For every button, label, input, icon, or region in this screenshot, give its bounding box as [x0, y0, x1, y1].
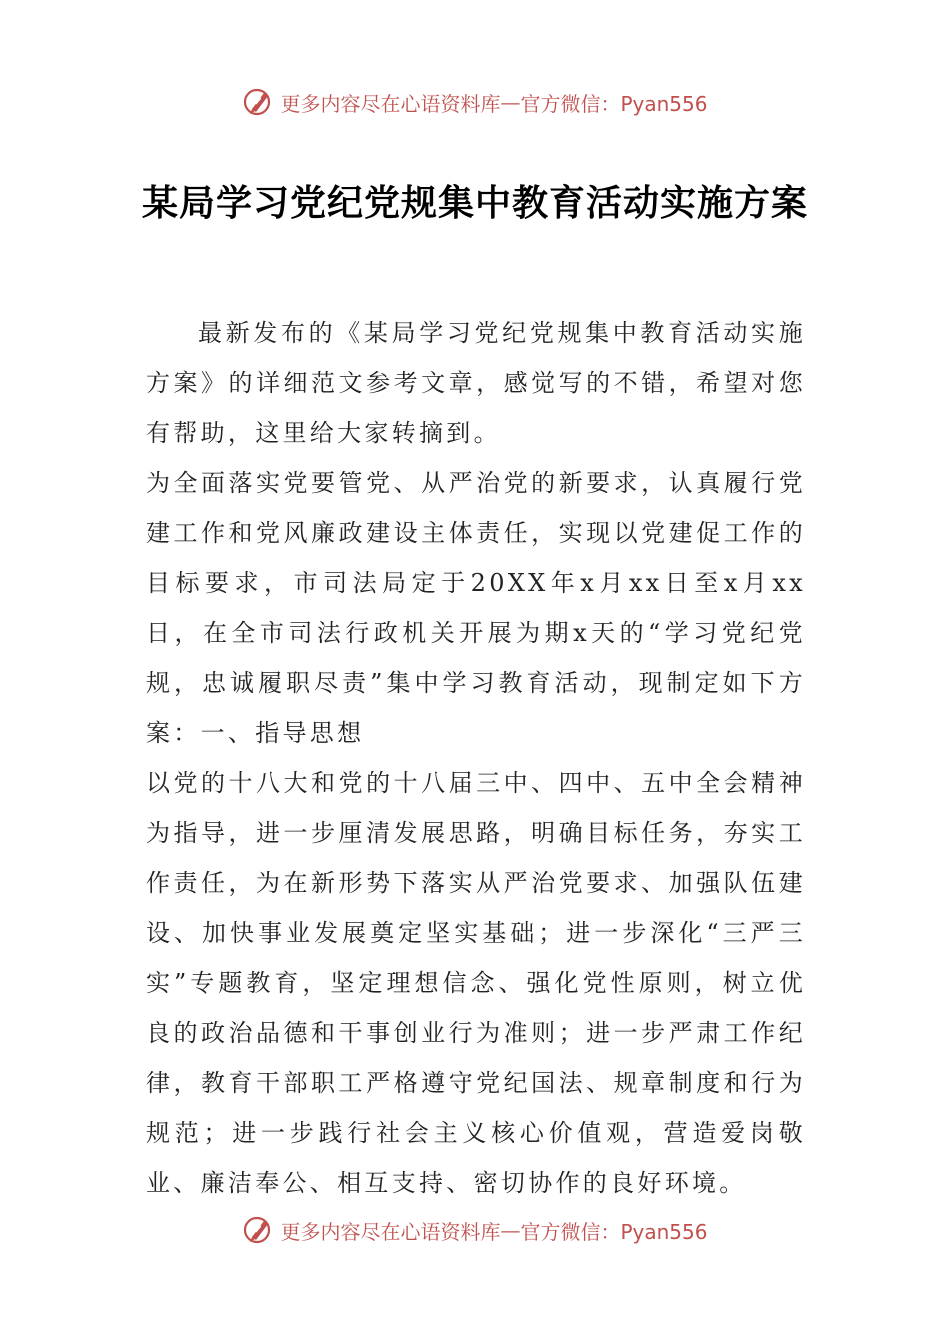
document-body — [146, 308, 806, 1208]
banner-site-text: 更多内容尽在心语资料库 — [280, 91, 501, 116]
document-title: 某局学习党纪党规集中教育活动实施方案 — [141, 182, 808, 224]
banner-site-text: 更多内容尽在心语资料库 — [280, 1219, 501, 1244]
footer-banner — [0, 1210, 950, 1250]
body-paragraph: 为全面落实党要管党、从严治党的新要求，认真履行党建工作和党风廉政建设主体责任，实现以党建促工作的目标要求，市司法局定于20XX年x月xx日至x月xx日，在全市司法行政机关开展为期x天的“学习党纪党规，忠诚履职尽责”集中学习教育活动，现制定如下方案：一、指导思想 — [146, 469, 806, 747]
header-banner — [0, 82, 950, 122]
pen-nib-logo-icon — [242, 85, 276, 119]
body-paragraph: 以党的十八大和党的十八届三中、四中、五中全会精神为指导，进一步厘清发展思路，明确目标任务，夯实工作责任，为在新形势下落实从严治党要求、加强队伍建设、加快事业发展奠定坚实基础；进一步深化“三严三实”专题教育，坚定理想信念、强化党性原则，树立优良的政治品德和干事创业行为准则；进一步严肃工作纪律，教育干部职工严格遵守党纪国法、规章制度和行为规范；进一步践行社会主义核心价值观，营造爱岗敬业、廉洁奉公、相互支持、密切协作的良好环境。 — [146, 769, 806, 1197]
banner-wechat-text: 官方微信：Pyan556 — [520, 1219, 708, 1244]
banner-separator: — — [500, 1218, 521, 1242]
banner-separator: — — [500, 90, 521, 114]
pen-nib-logo-icon — [242, 1213, 276, 1247]
banner-wechat-text: 官方微信：Pyan556 — [520, 91, 708, 116]
intro-paragraph: 最新发布的《某局学习党纪党规集中教育活动实施方案》的详细范文参考文章，感觉写的不错，希望对您有帮助，这里给大家转摘到。 — [146, 319, 806, 447]
